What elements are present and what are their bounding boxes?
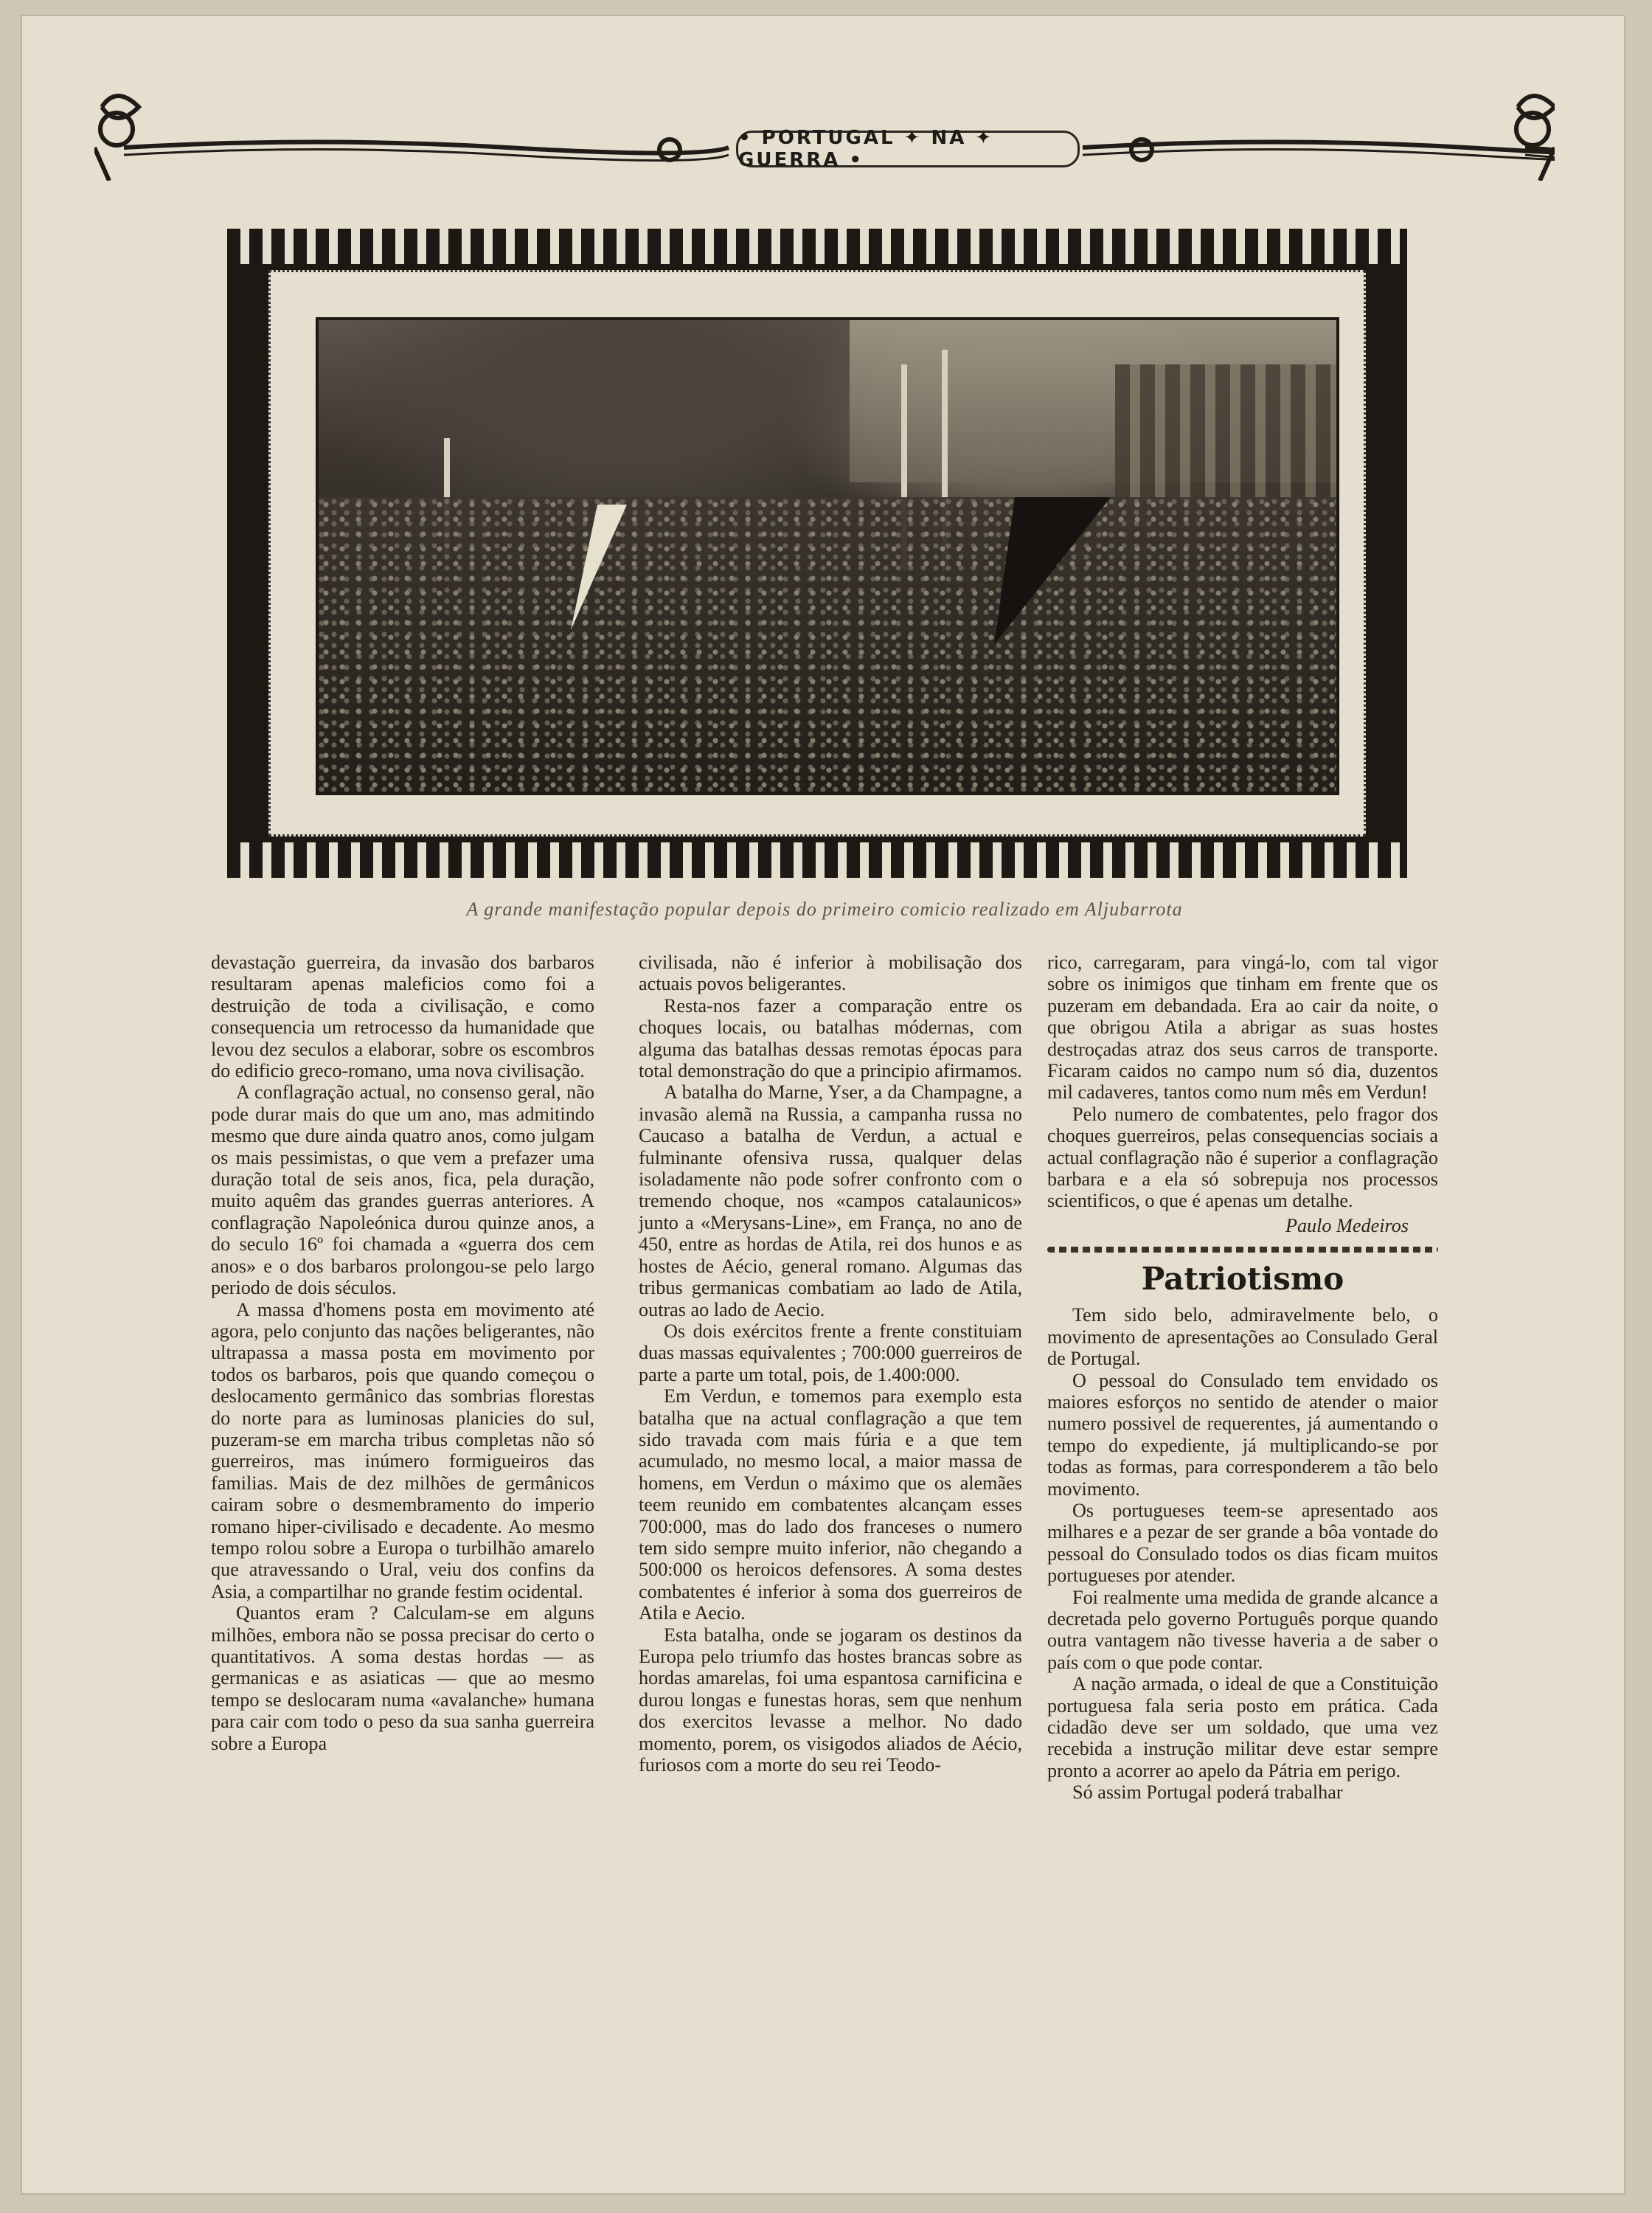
paragraph: A massa d'homens posta em movimento até agora, pelo conjunto das nações beligerantes, não ultrapassa a massa posta em movimento por todos os barbaros, pois que quando começou o deslocamento germânico das sombrias florestas do norte para as luminosas planicies do sul, puzeram-se em marcha tribus completas não só guerreiros, mas inúmero formigueiros das familias. Mais de dez milhões de germânicos cairam sobre o desmembramento do imperio romano hiper-civilisado e decadente. Ao mesmo tempo rolou sobre a Europa o turbilhão amarelo que atravessando o Ural, veiu dos confins da Asia, a compartilhar no grande festim ocidental.: [211, 1298, 594, 1602]
paragraph: Quantos eram ? Calculam-se em alguns milhões, embora não se possa precisar do certo o quantitativos. A soma destas hordas — as germanicas e as asiaticas — que ao mesmo tempo se deslocaram numa «avalanche» humana para cair com todo o peso da sua sanha guerreira sobre a Europa: [211, 1602, 594, 1754]
paragraph: O pessoal do Consulado tem envidado os maiores esforços no sentido de atender o maior numero possivel de requerentes, já aumentando o tempo do expediente, já multiplicando-se por todas as formas, para corresponderem a tão belo movimento.: [1047, 1369, 1438, 1500]
paragraph: Tem sido belo, admiravelmente belo, o movimento de apresentações ao Consulado Geral de Portugal.: [1047, 1304, 1438, 1370]
author-signature: Paulo Medeiros: [1285, 1214, 1409, 1236]
paragraph: Os dois exércitos frente a frente constituiam duas massas equivalentes ; 700:000 guerreiros de parte a parte um total, pois, de 1.400:000.: [639, 1320, 1022, 1385]
paragraph: A batalha do Marne, Yser, a da Champagne, a invasão alemã na Russia, a campanha russa no Caucaso a batalha de Verdun, a actual e fulminante ofensiva russa, qualquer delas isoladamente não pode sofrer confronto com o tremendo choque, nos «campos catalaunicos» junto a «Merysans-Line», em França, no ano de 450, entre as hordas de Atila, rei dos hunos e as hostes de Aécio, general romano. Algumas das tribus germanicas combatiam ao lado de Atila, outras ao lado de Aecio.: [639, 1081, 1022, 1320]
paragraph: civilisada, não é inferior à mobilisação dos actuais povos beligerantes.: [639, 952, 1022, 995]
frame-border-top: [227, 229, 1407, 264]
masthead-banner: [736, 127, 1080, 171]
article-column-1: [211, 952, 594, 1754]
article-column-3: [1047, 952, 1438, 1804]
photo-building: [1115, 364, 1336, 512]
section-divider: [1047, 1247, 1438, 1253]
article-column-2: [639, 952, 1022, 1776]
paragraph: A nação armada, o ideal de que a Constituição portuguesa fala seria posto em prática. Cada cidadão deve ser um soldado, que uma vez recebida a instrução militar deve estar sempre pronto a acorrer ao apelo da Pátria em perigo.: [1047, 1673, 1438, 1781]
masthead-title: • PORTUGAL ✦ NA ✦ GUERRA •: [738, 127, 994, 171]
frame-border-bottom: [227, 842, 1407, 878]
paragraph: Resta-nos fazer a comparação entre os choques locais, ou batalhas módernas, com alguma das batalhas dessas remotas épocas para total demonstração do que a principio afirmamos.: [639, 994, 1022, 1082]
section-heading: Patriotismo: [1141, 1261, 1344, 1298]
crowd-photo: [316, 317, 1339, 795]
photo-crowd: [319, 497, 1336, 792]
paragraph: Foi realmente uma medida de grande alcance a decretada pelo governo Português porque quando outra vantagem não tivesse haveria a de saber o país com o que pode contar.: [1047, 1586, 1438, 1673]
paragraph: rico, carregaram, para vingá-lo, com tal vigor sobre os inimigos que tinham em frente que os puzeram em debandada. Era ao cair da noite, o que obrigou Atila a abrigar as suas hostes destroçadas atraz dos seus carros de transporte. Ficaram caidos no campo num só dia, duzentos mil cadaveres, tantos como num mês em Verdun!: [1047, 952, 1438, 1104]
paragraph: Pelo numero de combatentes, pelo fragor dos choques guerreiros, pelas consequencias sociais a actual conflagração não é superior a conflagração barbara e a ela só sobrepuja nos processos scientificos, o que é apenas um detalhe.: [1047, 1103, 1438, 1212]
paragraph: Em Verdun, e tomemos para exemplo esta batalha que na actual conflagração a que tem sido travada com mais fúria e a que tem acumulado, no mesmo local, a maior massa de homens, em Verdun o máximo que os alemães teem reunido em combatentes alcançam esses 700:000, mas do lado dos franceses o numero tem sido sempre muito inferior, não chegando a 500:000 os heroicos defensores. A soma destes combatentes é inferior à soma dos guerreiros de Atila e Aecio.: [639, 1385, 1022, 1624]
paragraph: devastação guerreira, da invasão dos barbaros resultaram apenas maleficios como foi a destruição de toda a civilisação, e como consequencia um retrocesso da humanidade que levou dez seculos a elaborar, sobre os escombros do edificio greco-romano, uma nova civilisação.: [211, 952, 594, 1082]
paragraph: Só assim Portugal poderá trabalhar: [1072, 1781, 1343, 1804]
paragraph: Esta batalha, onde se jogaram os destinos da Europa pelo triumfo das hostes brancas sobre as hordas amarelas, foi uma espantosa carnificina e durou longas e funestas horas, sem que nenhum dos exercitos levasse a melhor. No dado momento, porem, os visigodos aliados de Aécio, furiosos com a morte do seu rei Teodo-: [639, 1624, 1022, 1776]
paragraph: Os portugueses teem-se apresentado aos milhares e a pezar de ser grande a bôa vontade do pessoal do Consulado todos os dias ficam muitos portugueses por atender.: [1047, 1499, 1438, 1587]
header-ornament: [94, 85, 1555, 181]
newspaper-page: [21, 15, 1625, 2195]
paragraph: A conflagração actual, no consenso geral, não pode durar mais do que um ano, mas admitindo mesmo que dure ainda quatro anos, como julgam os mais pessimistas, o que vem a prefazer uma duração total de seis anos, fica, pela duração, muito aquêm das grandes guerras anteriores. A conflagração Napoleónica durou quinze anos, a do seculo 16º foi chamada a «guerra dos cem anos» e o dos barbaros prolongou-se pelo largo periodo de dois séculos.: [211, 1081, 594, 1299]
photo-caption: A grande manifestação popular depois do primeiro comicio realizado em Aljubarrota: [466, 898, 1183, 920]
